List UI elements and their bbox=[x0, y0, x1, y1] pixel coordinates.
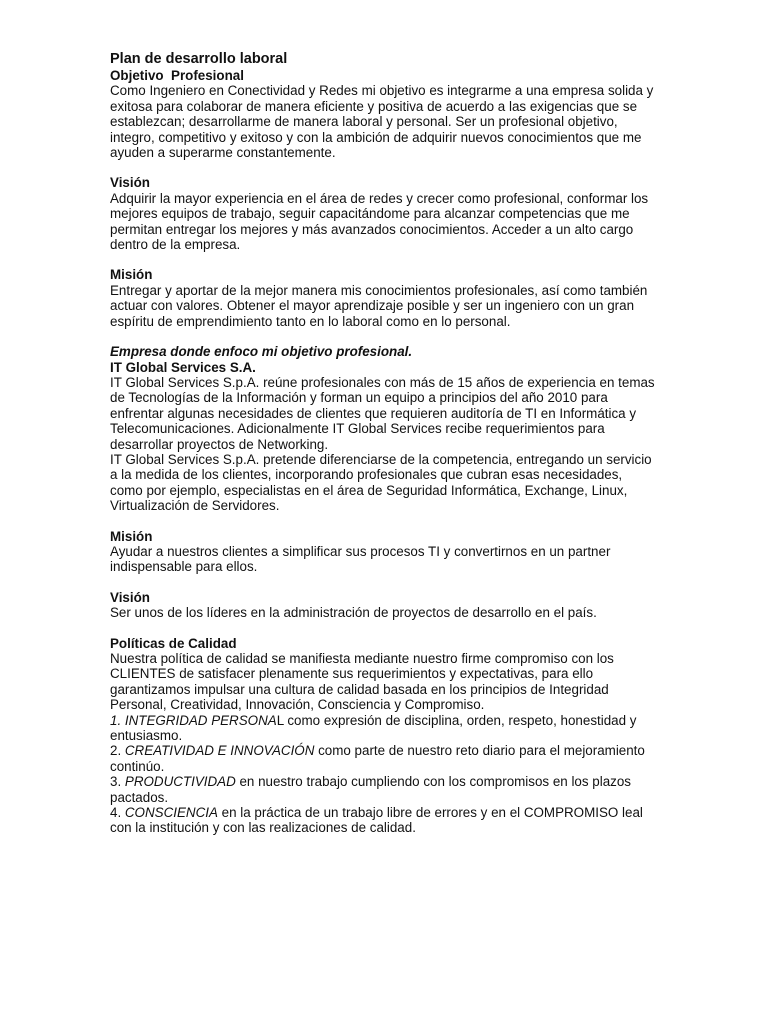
politicas-heading: Políticas de Calidad bbox=[110, 635, 237, 651]
company-paragraph-1: IT Global Services S.p.A. reúne profesionales con más de 15 años de experiencia en temas de Tecnologías de la Información y forman un equipo a principios del año 2010 para enfrentar algunas necesidades de clientes que requieren auditoría de TI en Informática y Telecomunicaciones. Adicionalmente IT Global Services recibe requerimientos para desarrollar proyectos de Networking. bbox=[110, 374, 655, 452]
mision-empresa-text: Ayudar a nuestros clientes a simplificar sus procesos TI y convertirnos en un partner indispensable para ellos. bbox=[110, 543, 611, 575]
politica-item-term: CREATIVIDAD E INNOVACIÓN bbox=[124, 743, 315, 759]
politica-item-number: 4. bbox=[110, 805, 125, 821]
politica-item-rest: como parte de nuestro reto diario para el mejoramiento continúo. bbox=[110, 743, 645, 774]
politica-item-number: 3. bbox=[110, 774, 125, 790]
politica-item-term: PRODUCTIVIDAD bbox=[124, 774, 236, 790]
mision-personal-section bbox=[110, 267, 655, 329]
vision-empresa-heading: Visión bbox=[110, 589, 150, 605]
company-heading: IT Global Services S.A. bbox=[110, 359, 256, 375]
mision-personal-text: Entregar y aportar de la mejor manera mis conocimientos profesionales, así como también actuar con valores. Obtener el mayor aprendizaje posible y ser un ingeniero con un gran espíritu de emprendimiento tanto en lo laboral como en lo personal. bbox=[110, 282, 648, 329]
vision-empresa-text: Ser unos de los líderes en la administración de proyectos de desarrollo en el país. bbox=[110, 605, 597, 621]
mision-personal-heading: Misión bbox=[110, 267, 153, 283]
politica-item-rest: L como expresión de disciplina, orden, respeto, honestidad y entusiasmo. bbox=[110, 712, 637, 744]
objetivo-heading: Objetivo Profesional bbox=[110, 68, 244, 83]
politicas-section bbox=[110, 636, 655, 836]
objetivo-text: Como Ingeniero en Conectividad y Redes mi objetivo es integrarme a una empresa solida y exitosa para colaborar de manera eficiente y positiva de acuerdo a las exigencias que se establezcan; desarrollarme de manera laboral y personal. Ser un profesional objetivo, integro, competitivo y exitoso y con la ambición de adquirir nuevos conocimientos que me ayuden a superarme constantemente. bbox=[110, 83, 654, 161]
document-page bbox=[110, 50, 655, 851]
vision-personal-heading: Visión bbox=[110, 175, 150, 191]
company-paragraph-2: IT Global Services S.p.A. pretende diferenciarse de la competencia, entregando un servicio a la medida de los clientes, incorporando profesionales que cubran esas necesidades, como por ejemplo, especialistas en el área de Seguridad Informática, Exchange, Linux, Virtualización de Servidores. bbox=[110, 451, 652, 514]
objetivo-section bbox=[110, 68, 655, 160]
politica-item-1 bbox=[110, 713, 655, 744]
vision-personal-section bbox=[110, 175, 655, 252]
politica-item-term: INTEGRIDAD PERSONA bbox=[124, 712, 277, 728]
politica-item-3 bbox=[110, 774, 655, 805]
politica-item-4 bbox=[110, 805, 655, 836]
politica-item-rest: en nuestro trabajo cumpliendo con los compromisos en los plazos pactados. bbox=[110, 774, 631, 805]
politica-item-number: 1. bbox=[110, 712, 125, 728]
politica-item-number: 2. bbox=[110, 743, 125, 759]
mision-empresa-heading: Misión bbox=[110, 528, 153, 544]
politica-item-2 bbox=[110, 743, 655, 774]
company-section bbox=[110, 360, 655, 514]
mision-empresa-section bbox=[110, 529, 655, 575]
politica-item-rest: en la práctica de un trabajo libre de errores y en el COMPROMISO leal con la institución y con las realizaciones de calidad. bbox=[110, 805, 643, 836]
empresa-heading: Empresa donde enfoco mi objetivo profesional. bbox=[110, 344, 413, 360]
vision-empresa-section bbox=[110, 590, 655, 621]
politica-item-term: CONSCIENCIA bbox=[124, 805, 218, 821]
politicas-intro: Nuestra política de calidad se manifiesta mediante nuestro firme compromiso con los CLIENTES de satisfacer plenamente sus requerimientos y expectativas, para ello garantizamos impulsar una cultura de calidad basada en los principios de Integridad Personal, Creatividad, Innovación, Consciencia y Compromiso. bbox=[110, 651, 614, 713]
document-title: Plan de desarrollo laboral bbox=[110, 51, 288, 67]
vision-personal-text: Adquirir la mayor experiencia en el área de redes y crecer como profesional, conformar los mejores equipos de trabajo, seguir capacitándome para alcanzar competencias que me permitan entregar los mejores y más avanzados conocimientos. Acceder a un alto cargo dentro de la empresa. bbox=[110, 190, 649, 253]
